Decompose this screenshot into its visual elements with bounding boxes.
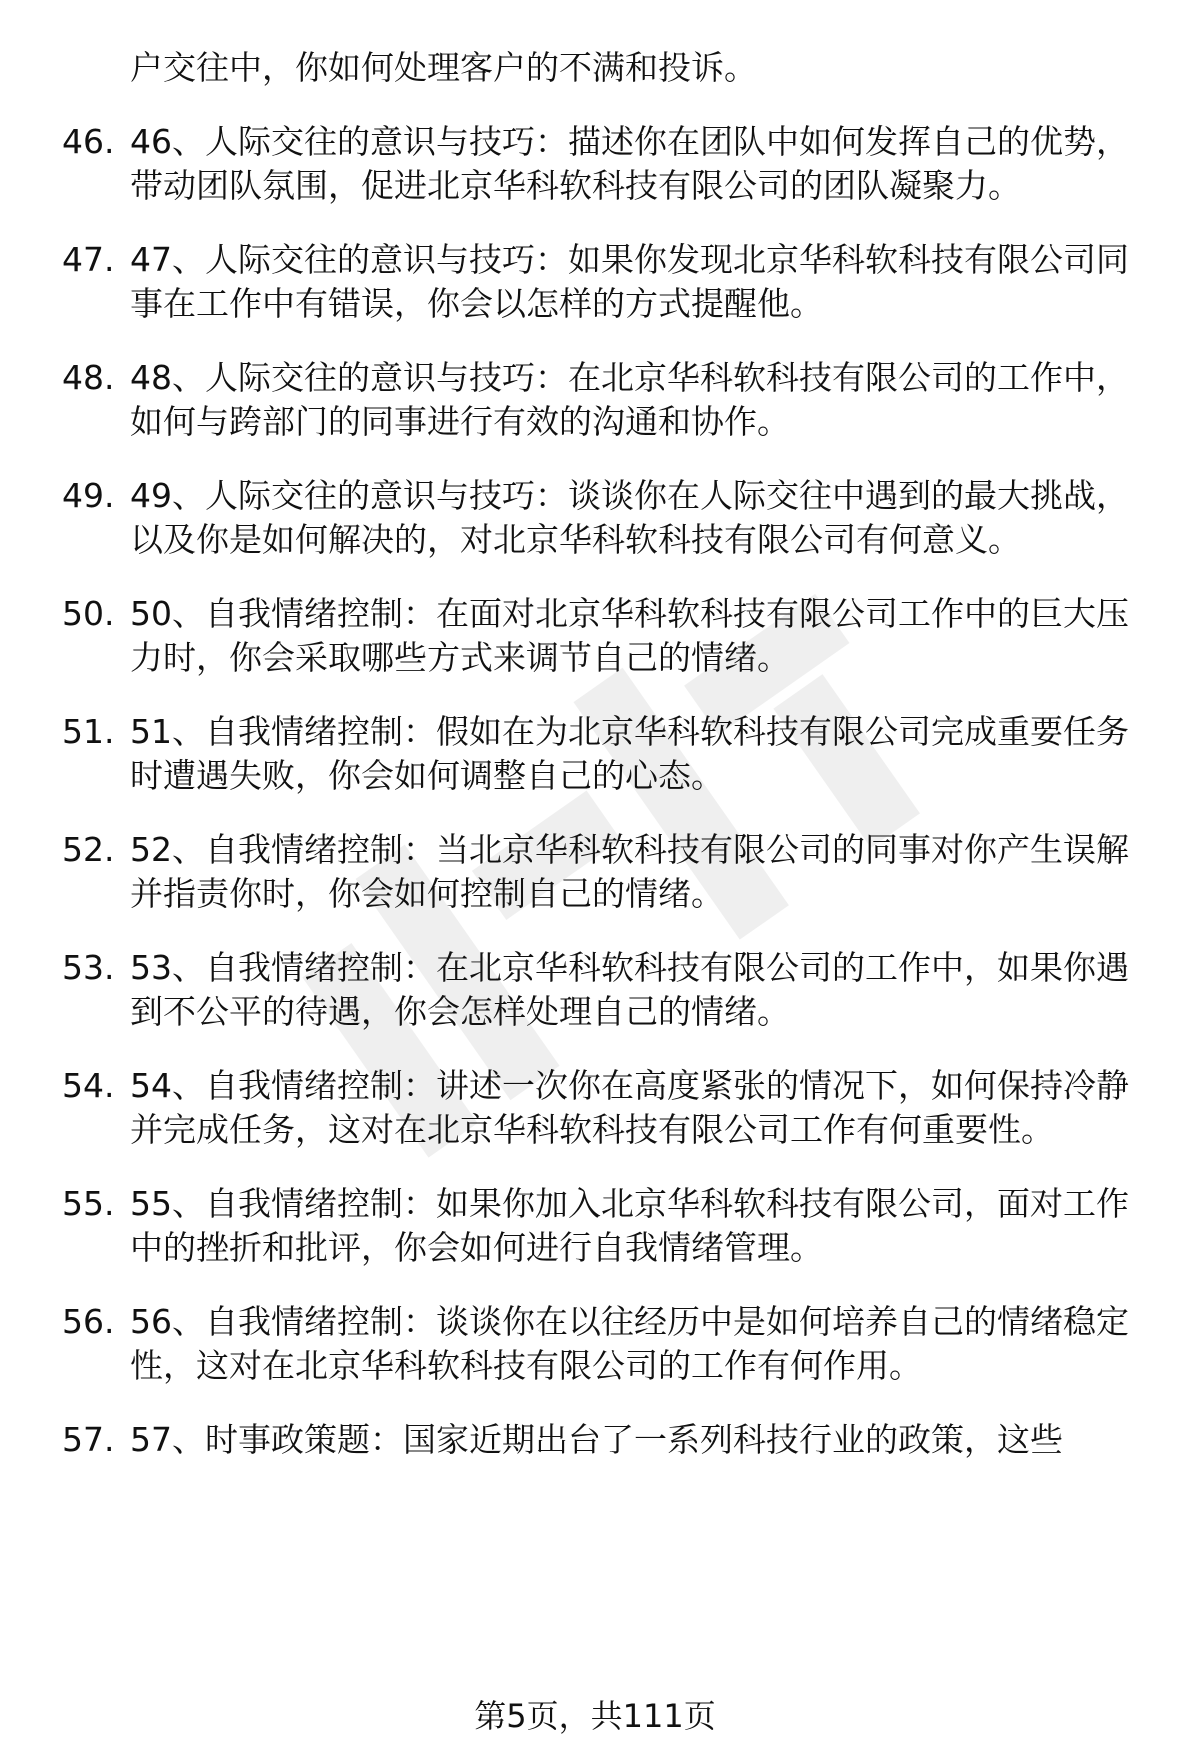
item-text: 54、自我情绪控制：讲述一次你在高度紧张的情况下，如何保持冷静并完成任务，这对在北京华科软科技有限公司工作有何重要性。 [130, 1066, 1129, 1149]
list-item [62, 1064, 1162, 1152]
item-number: 47. [62, 240, 115, 279]
item-text: 49、人际交往的意识与技巧：谈谈你在人际交往中遇到的最大挑战，以及你是如何解决的，对北京华科软科技有限公司有何意义。 [130, 476, 1129, 559]
item-number: 54. [62, 1066, 115, 1105]
item-text: 48、人际交往的意识与技巧：在北京华科软科技有限公司的工作中，如何与跨部门的同事进行有效的沟通和协作。 [130, 358, 1129, 441]
item-text: 52、自我情绪控制：当北京华科软科技有限公司的同事对你产生误解并指责你时，你会如何控制自己的情绪。 [130, 830, 1129, 913]
item-number: 56. [62, 1302, 115, 1341]
list-item [62, 946, 1162, 1034]
item-number: 49. [62, 476, 115, 515]
item-number: 53. [62, 948, 115, 987]
item-number: 52. [62, 830, 115, 869]
list-item [62, 356, 1162, 444]
list-item [62, 1418, 1162, 1462]
page-footer: 第5页，共111页 [474, 1697, 716, 1735]
item-text: 55、自我情绪控制：如果你加入北京华科软科技有限公司，面对工作中的挫折和批评，你会如何进行自我情绪管理。 [130, 1184, 1129, 1267]
list-item [62, 474, 1162, 562]
list-item [62, 1182, 1162, 1270]
list-item [62, 710, 1162, 798]
list-item [62, 120, 1162, 208]
item-text: 56、自我情绪控制：谈谈你在以往经历中是如何培养自己的情绪稳定性，这对在北京华科软科技有限公司的工作有何作用。 [130, 1302, 1129, 1385]
item-text: 46、人际交往的意识与技巧：描述你在团队中如何发挥自己的优势，带动团队氛围，促进北京华科软科技有限公司的团队凝聚力。 [130, 122, 1129, 205]
item-number: 48. [62, 358, 115, 397]
item-number: 50. [62, 594, 115, 633]
list-item [62, 828, 1162, 916]
item-number: 57. [62, 1420, 115, 1459]
list-item [62, 238, 1162, 326]
item-text: 50、自我情绪控制：在面对北京华科软科技有限公司工作中的巨大压力时，你会采取哪些方式来调节自己的情绪。 [130, 594, 1129, 677]
item-text: 53、自我情绪控制：在北京华科软科技有限公司的工作中，如果你遇到不公平的待遇，你会怎样处理自己的情绪。 [130, 948, 1129, 1031]
list-item [62, 592, 1162, 680]
item-number: 46. [62, 122, 115, 161]
item-text: 57、时事政策题：国家近期出台了一系列科技行业的政策，这些 [130, 1420, 1063, 1459]
question-list [62, 46, 1162, 1492]
item-text: 51、自我情绪控制：假如在为北京华科软科技有限公司完成重要任务时遭遇失败，你会如何调整自己的心态。 [130, 712, 1129, 795]
continued-text: 户交往中，你如何处理客户的不满和投诉。 [130, 48, 757, 87]
item-text: 47、人际交往的意识与技巧：如果你发现北京华科软科技有限公司同事在工作中有错误，你会以怎样的方式提醒他。 [130, 240, 1129, 323]
list-item [62, 1300, 1162, 1388]
item-number: 55. [62, 1184, 115, 1223]
item-number: 51. [62, 712, 115, 751]
